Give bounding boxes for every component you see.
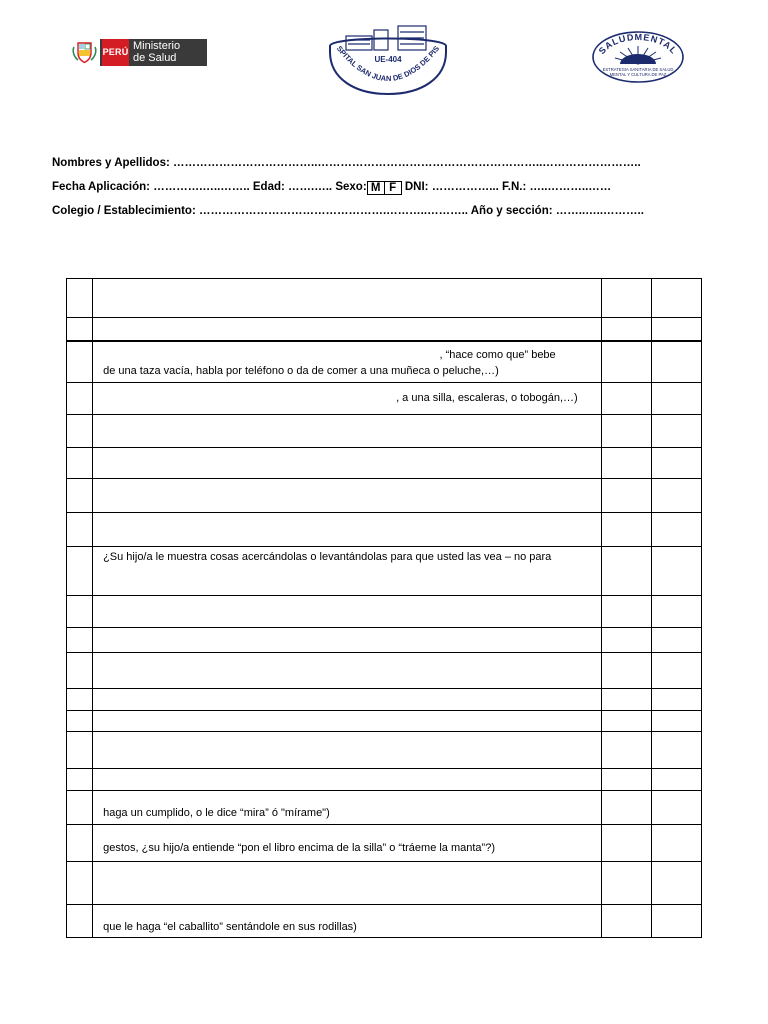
cell [93, 279, 602, 318]
table-row [67, 689, 702, 711]
question-cell [93, 905, 602, 938]
answer-cell[interactable] [601, 653, 651, 689]
hospital-name: SPITAL SAN JUAN DE DIOS DE PIS [334, 44, 442, 84]
edad-label: Edad: [252, 181, 285, 193]
question-text: ¿Su hijo/a le muestra cosas acercándolas o levantándolas para que usted las vea – no para [103, 551, 552, 563]
table-row [67, 513, 702, 547]
table-row [67, 825, 702, 862]
answer-cell[interactable] [651, 415, 701, 448]
cell [67, 318, 93, 341]
table-row [67, 628, 702, 653]
cell [93, 689, 602, 711]
question-cell [93, 791, 602, 825]
cell [67, 791, 93, 825]
sexo-label: Sexo: [335, 181, 367, 193]
cell [67, 769, 93, 791]
answer-cell[interactable] [651, 689, 701, 711]
table-row [67, 905, 702, 938]
table-row [67, 479, 702, 513]
peru-label: PERÚ [102, 39, 129, 66]
cell [67, 448, 93, 479]
answer-cell[interactable] [601, 862, 651, 905]
cell [93, 862, 602, 905]
cell [93, 479, 602, 513]
cell [67, 711, 93, 732]
answer-cell[interactable] [651, 769, 701, 791]
answer-cell[interactable] [651, 596, 701, 628]
fn-label: F.N.: [502, 181, 527, 193]
question-cell [93, 383, 602, 415]
answer-cell[interactable] [601, 689, 651, 711]
table-row [67, 653, 702, 689]
colegio-field[interactable]: ………………………………………….………..……….. [198, 205, 468, 217]
cell [67, 905, 93, 938]
question-text: que le haga “el caballito” sentándole en sus rodillas) [103, 921, 357, 933]
answer-cell[interactable] [651, 279, 701, 318]
answer-cell[interactable] [651, 448, 701, 479]
answer-cell[interactable] [601, 711, 651, 732]
answer-cell[interactable] [601, 415, 651, 448]
table-row [67, 415, 702, 448]
nombres-row [52, 157, 641, 169]
question-text: , “hace como que” bebe [439, 348, 556, 361]
fecha-row [52, 181, 611, 195]
answer-cell[interactable] [651, 732, 701, 769]
edad-field[interactable]: …….….. [288, 181, 333, 193]
question-text: gestos, ¿su hijo/a entiende “pon el libro encima de la silla” o “tráeme la manta”?) [103, 842, 495, 854]
ministerio-line1: Ministerio [133, 40, 181, 52]
answer-cell[interactable] [601, 825, 651, 862]
cell [93, 415, 602, 448]
cell [93, 596, 602, 628]
colegio-label: Colegio / Establecimiento: [52, 205, 196, 217]
header-row [67, 279, 702, 318]
table-row [67, 448, 702, 479]
answer-cell[interactable] [601, 479, 651, 513]
salud-mental-logo [590, 30, 686, 84]
answer-cell[interactable] [651, 825, 701, 862]
peru-shield-icon [69, 39, 100, 66]
cell [67, 415, 93, 448]
table-row [67, 341, 702, 383]
table-row [67, 711, 702, 732]
answer-cell[interactable] [601, 791, 651, 825]
sexo-m-option[interactable]: M [367, 181, 385, 195]
answer-cell[interactable] [651, 653, 701, 689]
question-text: , a una silla, escaleras, o tobogán,…) [396, 392, 578, 404]
table-row [67, 791, 702, 825]
cell [67, 628, 93, 653]
ministerio-line2: de Salud [133, 51, 177, 64]
answer-cell[interactable] [651, 628, 701, 653]
cell [93, 711, 602, 732]
answer-cell[interactable] [651, 791, 701, 825]
anio-label: Año y sección: [470, 205, 553, 217]
ministerio-label [133, 41, 180, 64]
cell [93, 448, 602, 479]
answer-cell[interactable] [651, 905, 701, 938]
table-row [67, 383, 702, 415]
question-cell [93, 547, 602, 596]
cell [67, 279, 93, 318]
answer-cell[interactable] [601, 732, 651, 769]
answer-cell[interactable] [651, 513, 701, 547]
cell [67, 689, 93, 711]
answer-cell[interactable] [601, 769, 651, 791]
anio-field[interactable]: ……..…..……….. [555, 205, 644, 217]
salud-mental-line2: MENTAL Y CULTURA DE PAZ [609, 72, 667, 77]
answer-cell[interactable] [651, 383, 701, 415]
answer-cell[interactable] [601, 318, 651, 341]
fecha-field[interactable]: ………….…..…….. [153, 181, 250, 193]
answer-cell[interactable] [651, 711, 701, 732]
cell [67, 732, 93, 769]
fecha-label: Fecha Aplicación: [52, 181, 150, 193]
cell [93, 628, 602, 653]
table-row [67, 862, 702, 905]
cell [93, 513, 602, 547]
nombres-field[interactable]: ………………………………..…………………………………………………..…………………….. [173, 157, 641, 169]
table-row [67, 547, 702, 596]
cell [93, 653, 602, 689]
answer-cell[interactable] [601, 905, 651, 938]
colegio-row [52, 205, 644, 217]
answer-cell[interactable] [601, 279, 651, 318]
fn-field[interactable]: …..………..…… [529, 181, 612, 193]
hospital-code: UE-404 [374, 55, 402, 64]
sexo-f-option[interactable]: F [385, 181, 402, 195]
answer-cell[interactable] [601, 628, 651, 653]
cell [67, 341, 93, 383]
salud-mental-title: SALUDMENTAL [596, 31, 680, 57]
table-row [67, 318, 702, 341]
cell [67, 825, 93, 862]
cell [67, 383, 93, 415]
dni-field[interactable]: ……………... [431, 181, 499, 193]
answer-cell[interactable] [601, 383, 651, 415]
question-text: haga un cumplido, o le dice “mira” ó "mírame") [103, 807, 330, 819]
questionnaire-table [66, 278, 702, 938]
question-cell [93, 825, 602, 862]
salud-mental-line1: ESTRATEGIA SANITARIA DE SALUD [602, 67, 674, 72]
answer-cell[interactable] [651, 318, 701, 341]
nombres-label: Nombres y Apellidos: [52, 157, 170, 169]
table-row [67, 596, 702, 628]
answer-cell[interactable] [601, 547, 651, 596]
cell [93, 769, 602, 791]
answer-cell[interactable] [651, 341, 701, 383]
minsa-logo [69, 39, 207, 66]
cell [67, 596, 93, 628]
answer-cell[interactable] [651, 479, 701, 513]
cell [93, 318, 602, 341]
answer-cell[interactable] [601, 448, 651, 479]
answer-cell[interactable] [601, 341, 651, 383]
hospital-logo [326, 22, 450, 96]
question-cell [93, 341, 602, 383]
answer-cell[interactable] [651, 862, 701, 905]
cell [67, 479, 93, 513]
cell [67, 547, 93, 596]
cell [67, 653, 93, 689]
dni-label: DNI: [404, 181, 429, 193]
cell [67, 862, 93, 905]
answer-cell[interactable] [601, 513, 651, 547]
answer-cell[interactable] [601, 596, 651, 628]
question-text: de una taza vacía, habla por teléfono o da de comer a una muñeca o peluche,…) [103, 364, 499, 377]
table-row [67, 732, 702, 769]
answer-cell[interactable] [651, 547, 701, 596]
cell [67, 513, 93, 547]
cell [93, 732, 602, 769]
table-row [67, 769, 702, 791]
